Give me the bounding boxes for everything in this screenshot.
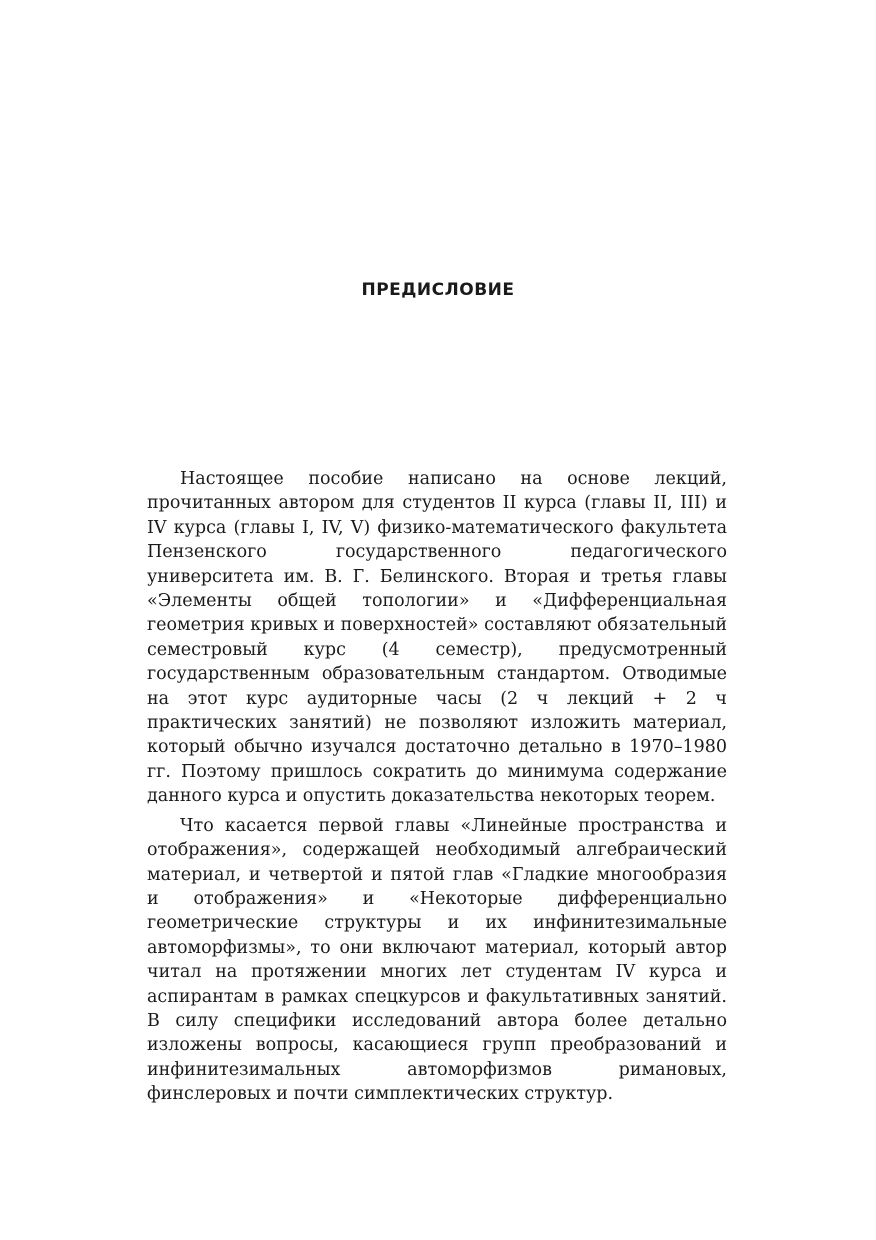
preface-body bbox=[147, 467, 727, 1112]
paragraph-2: Что касается первой главы «Линейные пространства и отображения», содержащей необходимый алгебраический материал, и четвертой и пятой глав «Гладкие многообразия и отображения» и «Некоторые дифференциально геометрические структуры и их инфинитезимальные автоморфизмы», то они включают материал, который автор читал на протяжении многих лет студентам IV курса и аспирантам в рамках спецкурсов и факультативных занятий. В силу специфики исследований автора более детально изложены вопросы, касающиеся групп преобразований и инфинитезимальных автоморфизмов римановых, финслеровых и почти симплектических структур. bbox=[147, 815, 727, 1105]
page-title: ПРЕДИСЛОВИЕ bbox=[361, 280, 515, 300]
paragraph-1: Настоящее пособие написано на основе лекций, прочитанных автором для студентов II курса (главы II, III) и IV курса (главы I, IV, V) физико-математического факультета Пензенского государственного педагогического университета им. В. Г. Белинского. Вторая и третья главы «Элементы общей топологии» и «Дифференциальная геометрия кривых и поверхностей» составляют обязательный семестровый курс (4 семестр), предусмотренный государственным образовательным стандартом. Отводимые на этот курс аудиторные часы (2 ч лекций + 2 ч практических занятий) не позволяют изложить материал, который обычно изучался достаточно детально в 1970–1980 гг. Поэтому пришлось сократить до минимума содержание данного курса и опустить доказательства некоторых теорем. bbox=[147, 469, 727, 807]
